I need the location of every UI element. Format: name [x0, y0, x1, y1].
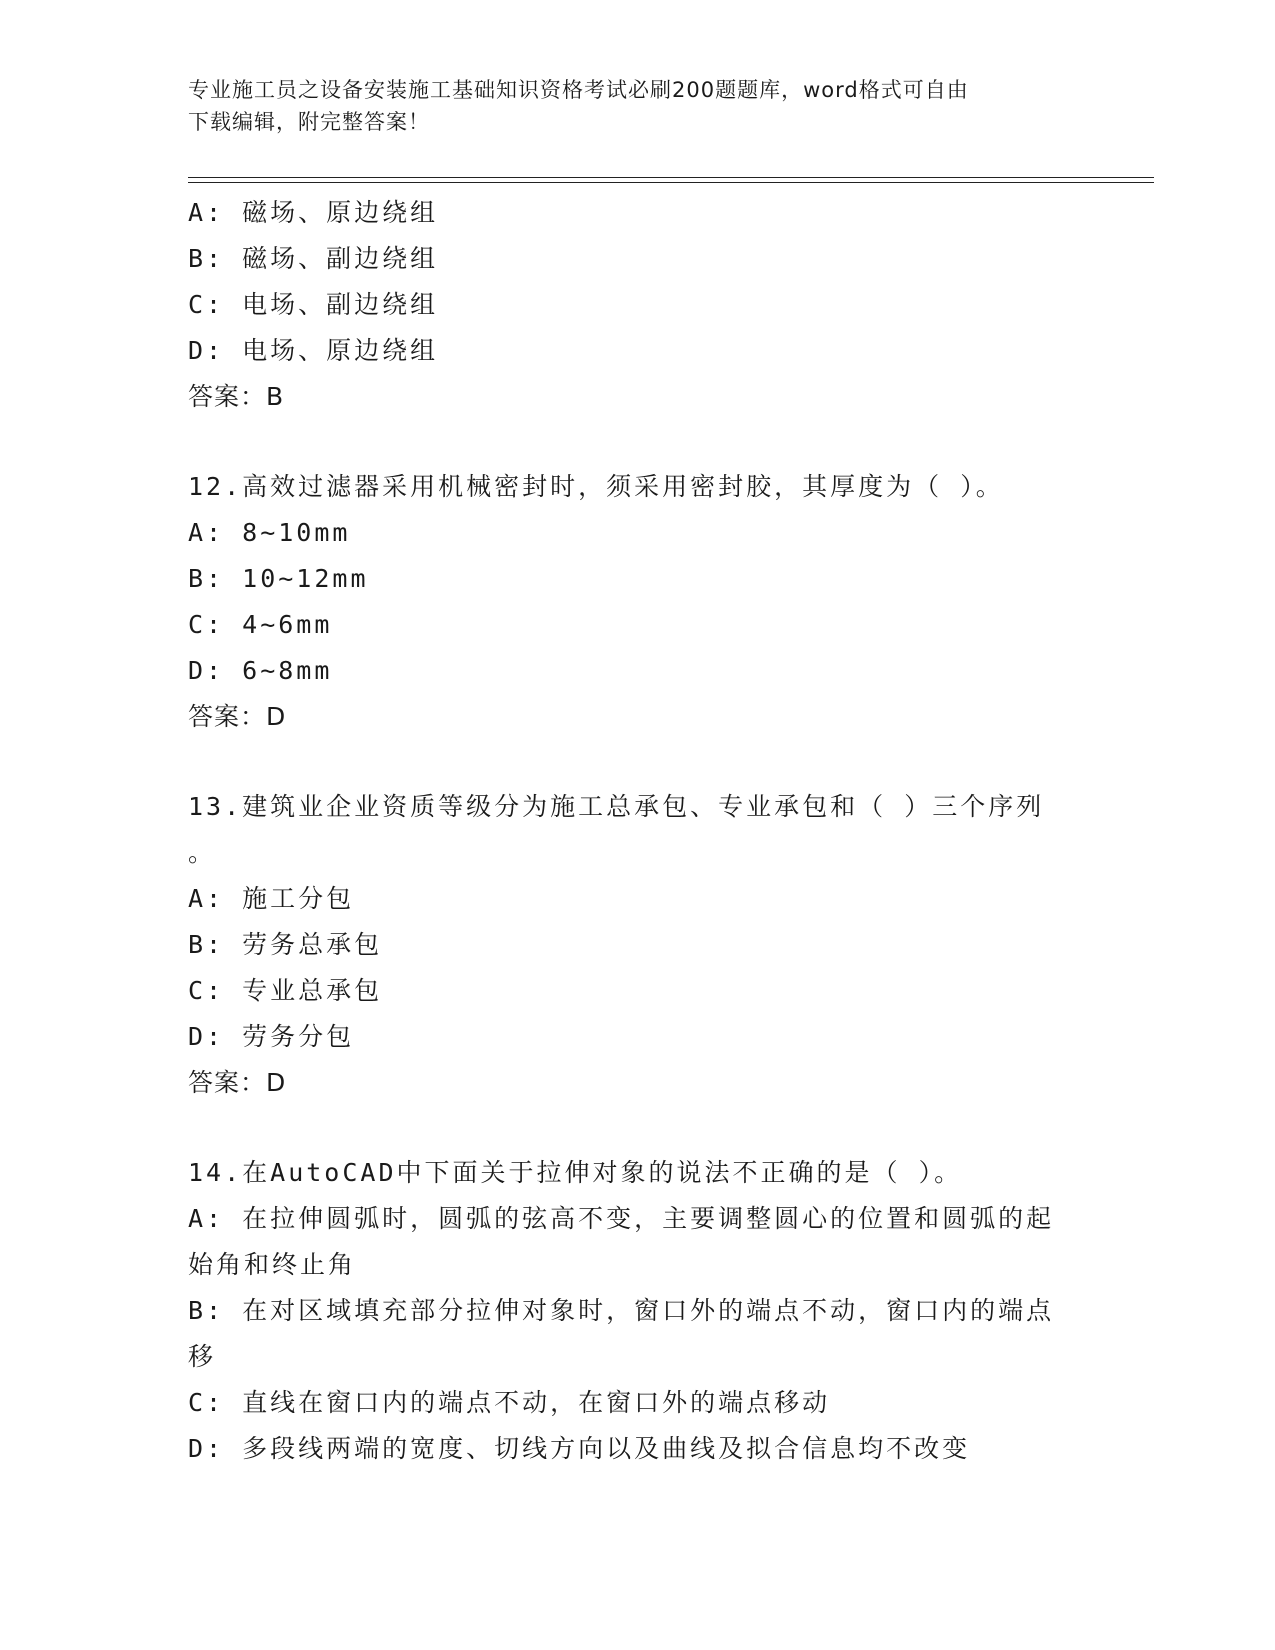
header-line-2: 下载编辑，附完整答案！: [188, 110, 430, 134]
q12-option-d: D: 6~8mm: [188, 656, 333, 685]
q12-option-c: C: 4~6mm: [188, 610, 333, 639]
document-header: [188, 74, 1068, 138]
q11-answer: 答案：B: [188, 382, 285, 411]
header-divider-top: [188, 177, 1154, 178]
question-content: [188, 190, 1088, 1472]
q13-stem-line-1: 13.建筑业企业资质等级分为施工总承包、专业承包和（ ）三个序列: [188, 792, 1045, 821]
q12-option-b: B: 10~12mm: [188, 564, 369, 593]
q11-option-c: C: 电场、副边绕组: [188, 290, 439, 319]
question-12: [188, 464, 1088, 740]
q11-option-d: D: 电场、原边绕组: [188, 336, 439, 365]
spacer: [188, 420, 1088, 464]
q13-option-c: C: 专业总承包: [188, 976, 383, 1005]
q14-stem: 14.在AutoCAD中下面关于拉伸对象的说法不正确的是（ ）。: [188, 1158, 963, 1187]
q14-option-a-line-2: 始角和终止角: [188, 1250, 357, 1279]
q14-option-d: D: 多段线两端的宽度、切线方向以及曲线及拟合信息均不改变: [188, 1434, 971, 1463]
q13-option-d: D: 劳务分包: [188, 1022, 355, 1051]
q13-option-b: B: 劳务总承包: [188, 930, 383, 959]
q14-option-b-line-2: 移: [188, 1342, 217, 1371]
question-14: [188, 1150, 1088, 1472]
question-11-options: [188, 190, 1088, 420]
q12-stem: 12.高效过滤器采用机械密封时，须采用密封胶，其厚度为（ ）。: [188, 472, 1004, 501]
header-divider-bottom: [188, 182, 1154, 183]
spacer: [188, 1106, 1088, 1150]
q13-answer: 答案：D: [188, 1068, 287, 1097]
q14-option-c: C: 直线在窗口内的端点不动，在窗口外的端点移动: [188, 1388, 831, 1417]
header-line-1: 专业施工员之设备安装施工基础知识资格考试必刷200题题库，word格式可自由: [188, 78, 969, 102]
q12-answer: 答案：D: [188, 702, 287, 731]
q13-option-a: A: 施工分包: [188, 884, 355, 913]
q14-option-b-line-1: B: 在对区域填充部分拉伸对象时，窗口外的端点不动，窗口内的端点: [188, 1296, 1055, 1325]
q12-option-a: A: 8~10mm: [188, 518, 351, 547]
q14-option-a-line-1: A: 在拉伸圆弧时，圆弧的弦高不变，主要调整圆心的位置和圆弧的起: [188, 1204, 1055, 1233]
q13-stem-line-2: 。: [188, 838, 217, 867]
q11-option-a: A: 磁场、原边绕组: [188, 198, 439, 227]
q11-option-b: B: 磁场、副边绕组: [188, 244, 439, 273]
spacer: [188, 740, 1088, 784]
question-13: [188, 784, 1088, 1106]
